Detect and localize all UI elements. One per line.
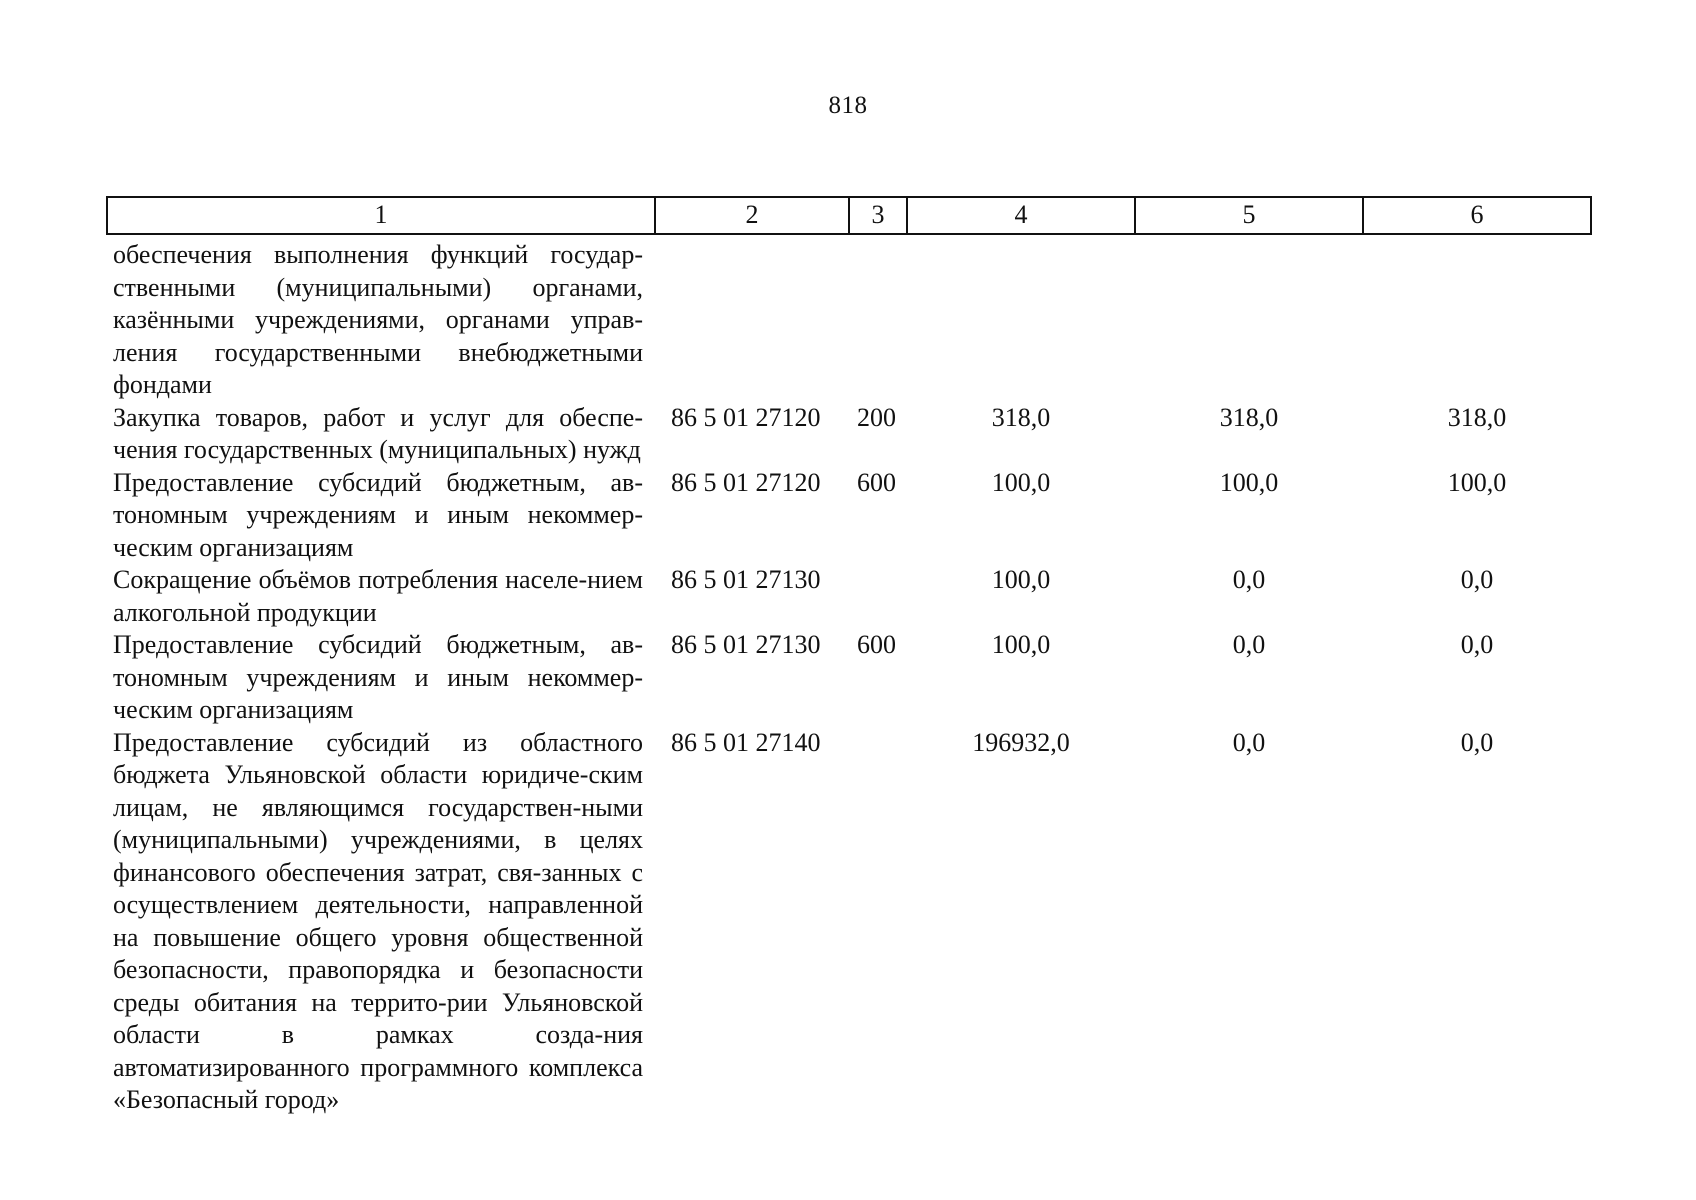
row-value-3: 100,0 (1447, 467, 1507, 497)
table-row (107, 727, 1591, 1117)
row-value-3: 0,0 (1460, 630, 1494, 659)
row-name: Предоставление субсидий бюджетным, ав-тономным учреждениям и иным некоммер-ческим организациям (113, 467, 643, 562)
row-expense-type: 600 (857, 630, 896, 659)
row-name: обеспечения выполнения функций государ-ственными (муниципальными) органами, казёнными учреждениями, органами управ-ления государственными внебюджетными фондами (113, 240, 643, 399)
row-code (655, 234, 849, 402)
header-row (107, 197, 1591, 234)
row-name: Сокращение объёмов потребления населе-нием алкогольной продукции (113, 565, 643, 627)
row-expense-type (849, 234, 907, 402)
row-expense-type (849, 727, 907, 1117)
row-code: 86 5 01 27120 (671, 467, 821, 497)
header-col-6: 6 (1363, 197, 1591, 234)
table-header (107, 197, 1591, 234)
row-code: 86 5 01 27120 (671, 402, 821, 432)
row-value-3: 0,0 (1460, 565, 1494, 594)
row-value-2: 0,0 (1232, 565, 1266, 594)
header-col-4: 4 (907, 197, 1135, 234)
row-expense-type: 600 (857, 467, 896, 497)
row-name: Закупка товаров, работ и услуг для обеспе-чения государственных (муниципальных) нужд (113, 402, 643, 464)
row-name: Предоставление субсидий из областного бюджета Ульяновской области юридиче-ским лицам, не являющимся государствен-ными (муниципальными) учреждениями, в целях финансового обеспечения затрат, свя-занных с осуществлением деятельности, направленной на повышение общего уровня общественной безопасности, правопорядка и безопасности среды обитания на террито-рии Ульяновской области в рамках созда-ния автоматизированного программного комплекса «Безопасный город» (113, 727, 643, 1114)
row-value-1: 196932,0 (972, 727, 1070, 757)
row-code: 86 5 01 27140 (671, 727, 821, 757)
header-col-5: 5 (1135, 197, 1363, 234)
row-value-1: 100,0 (991, 565, 1051, 594)
row-value-2: 0,0 (1232, 630, 1266, 659)
page-number: 818 (828, 92, 868, 119)
budget-table (106, 196, 1592, 1117)
row-value-3: 0,0 (1460, 727, 1494, 757)
row-value-3 (1363, 234, 1591, 402)
row-name: Предоставление субсидий бюджетным, ав-тономным учреждениям и иным некоммер-ческим организациям (113, 630, 643, 724)
row-value-3: 318,0 (1447, 402, 1507, 432)
table-row (107, 467, 1591, 565)
table-row (107, 402, 1591, 467)
table-body (107, 234, 1591, 1117)
row-value-2: 318,0 (1219, 402, 1279, 432)
row-code: 86 5 01 27130 (671, 565, 821, 594)
row-value-1: 100,0 (991, 467, 1051, 497)
row-value-2: 100,0 (1219, 467, 1279, 497)
row-value-2: 0,0 (1232, 727, 1266, 757)
row-value-1 (907, 234, 1135, 402)
row-expense-type: 200 (857, 402, 896, 432)
row-code: 86 5 01 27130 (671, 630, 821, 659)
header-col-1: 1 (107, 197, 655, 234)
table-row (107, 564, 1591, 629)
row-value-2 (1135, 234, 1363, 402)
header-col-2: 2 (655, 197, 849, 234)
table-row (107, 629, 1591, 727)
header-col-3: 3 (849, 197, 907, 234)
table-row (107, 234, 1591, 402)
row-expense-type (849, 564, 907, 629)
row-value-1: 318,0 (991, 402, 1051, 432)
row-value-1: 100,0 (991, 630, 1051, 659)
